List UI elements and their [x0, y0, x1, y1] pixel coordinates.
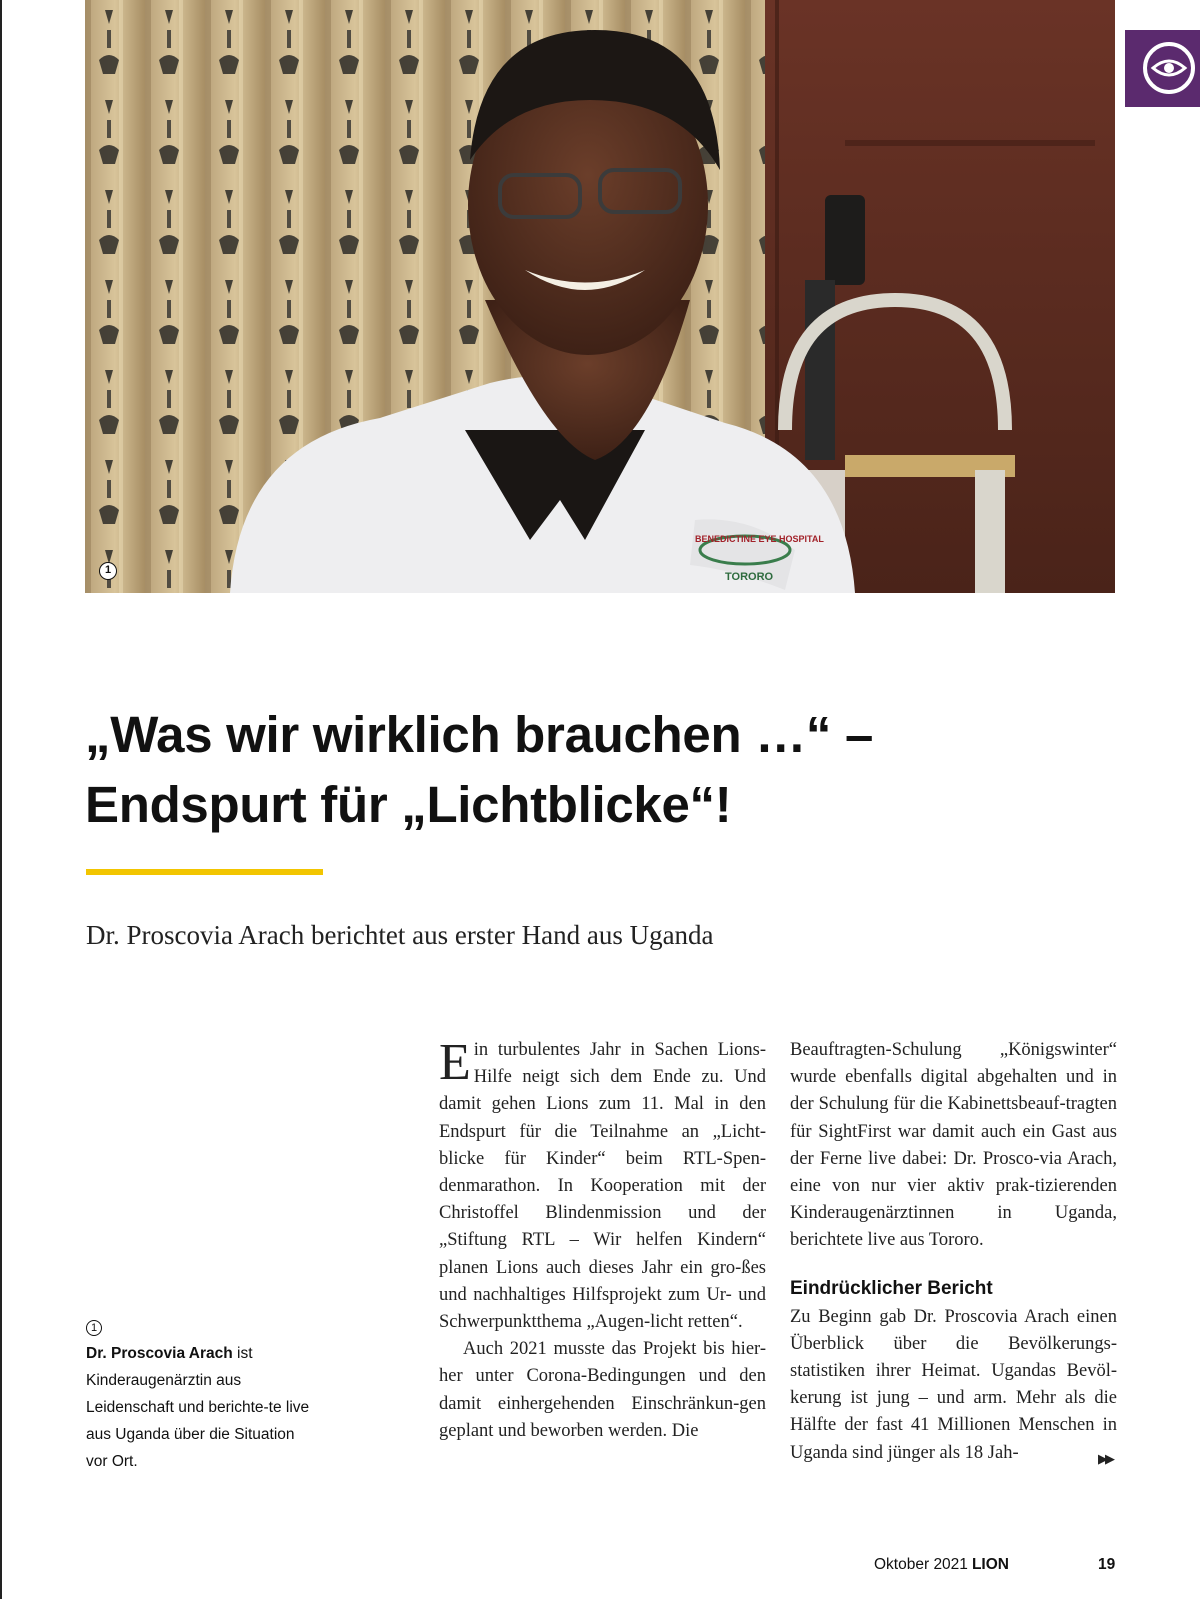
- article-column-1: [439, 1034, 766, 1445]
- paragraph: Auch 2021 musste das Projekt bis hier-her unter Corona-Bedingungen und den damit einhergehenden Einschränkun-gen geplant und beworben werden. Die: [439, 1339, 766, 1441]
- paragraph: Beauftragten-Schulung „Königswinter“ wurde ebenfalls digital abgehalten und in der Schulung für die Kabinettsbeauf-tragten für SightFirst war damit auch ein Gast aus der Ferne live dabei: Dr. Prosco-via Arach, eine von nur vier aktiv prak-tizierenden Kinderaugenärztinnen in Uganda, berichtete live aus Tororo.: [790, 1040, 1117, 1251]
- section-subheading: Eindrücklicher Bericht: [790, 1277, 993, 1299]
- page-edge: [0, 0, 2, 1599]
- accent-rule: [86, 869, 323, 875]
- footer-magazine: LION: [971, 1556, 1009, 1573]
- hero-photo: [85, 0, 1115, 593]
- continue-arrow-icon: ▶▶: [1098, 1452, 1112, 1467]
- footer-issue: Oktober 2021: [874, 1556, 968, 1573]
- article-subline: Dr. Proscovia Arach berichtet aus erster Hand aus Uganda: [86, 920, 714, 950]
- headline-line-1: „Was wir wirklich brauchen …“ –: [85, 706, 874, 763]
- page-footer: [874, 1556, 1009, 1574]
- paragraph: Zu Beginn gab Dr. Proscovia Arach einen Überblick über die Bevölkerungs-statistiken ihrer Heimat. Ugandas Bevöl-kerung ist jung – und arm. Mehr als die Hälfte der fast 41 Millionen Menschen in Uganda sind jünger als 18 Jah-: [790, 1306, 1117, 1463]
- photo-caption: [86, 1313, 316, 1475]
- article-column-2: [790, 1037, 1117, 1467]
- coat-embroidery-bottom: TORORO: [725, 571, 774, 583]
- page-number: 19: [1098, 1556, 1116, 1573]
- caption-text: ist Kinderaugenärztin aus Leidenschaft und berichte-te live aus Uganda über die Situation vor Ort.: [86, 1345, 310, 1470]
- coat-embroidery-top: BENEDICTINE EYE HOSPITAL: [695, 534, 824, 544]
- article-headline: [85, 700, 1085, 840]
- caption-number: 1: [86, 1320, 102, 1336]
- paragraph: [439, 1034, 766, 1336]
- caption-name: Dr. Proscovia Arach: [86, 1345, 233, 1362]
- headline-line-2: Endspurt für „Lichtblicke“!: [85, 776, 732, 833]
- paragraph-text: in turbulentes Jahr in Sachen Lions-Hilfe neigt sich dem Ende zu. Und damit gehen Lions zum 11. Mal in den Endspurt für die Teilnahme an „Licht-blicke für Kinder“ beim RTL-Spen-denmarathon. In Kooperation mit der Christoffel Blindenmission und der „Stiftung RTL – Wir helfen Kindern“ planen Lions auch dieses Jahr ein gro-ßes und nachhaltiges Hilfsprojekt zum Ur- und Schwerpunktthema „Augen-licht retten“.: [439, 1040, 766, 1333]
- drop-cap: E: [439, 1034, 471, 1091]
- photo-marker: 1: [99, 562, 117, 580]
- section-badge: [1125, 30, 1200, 107]
- eye-icon: [1125, 30, 1200, 107]
